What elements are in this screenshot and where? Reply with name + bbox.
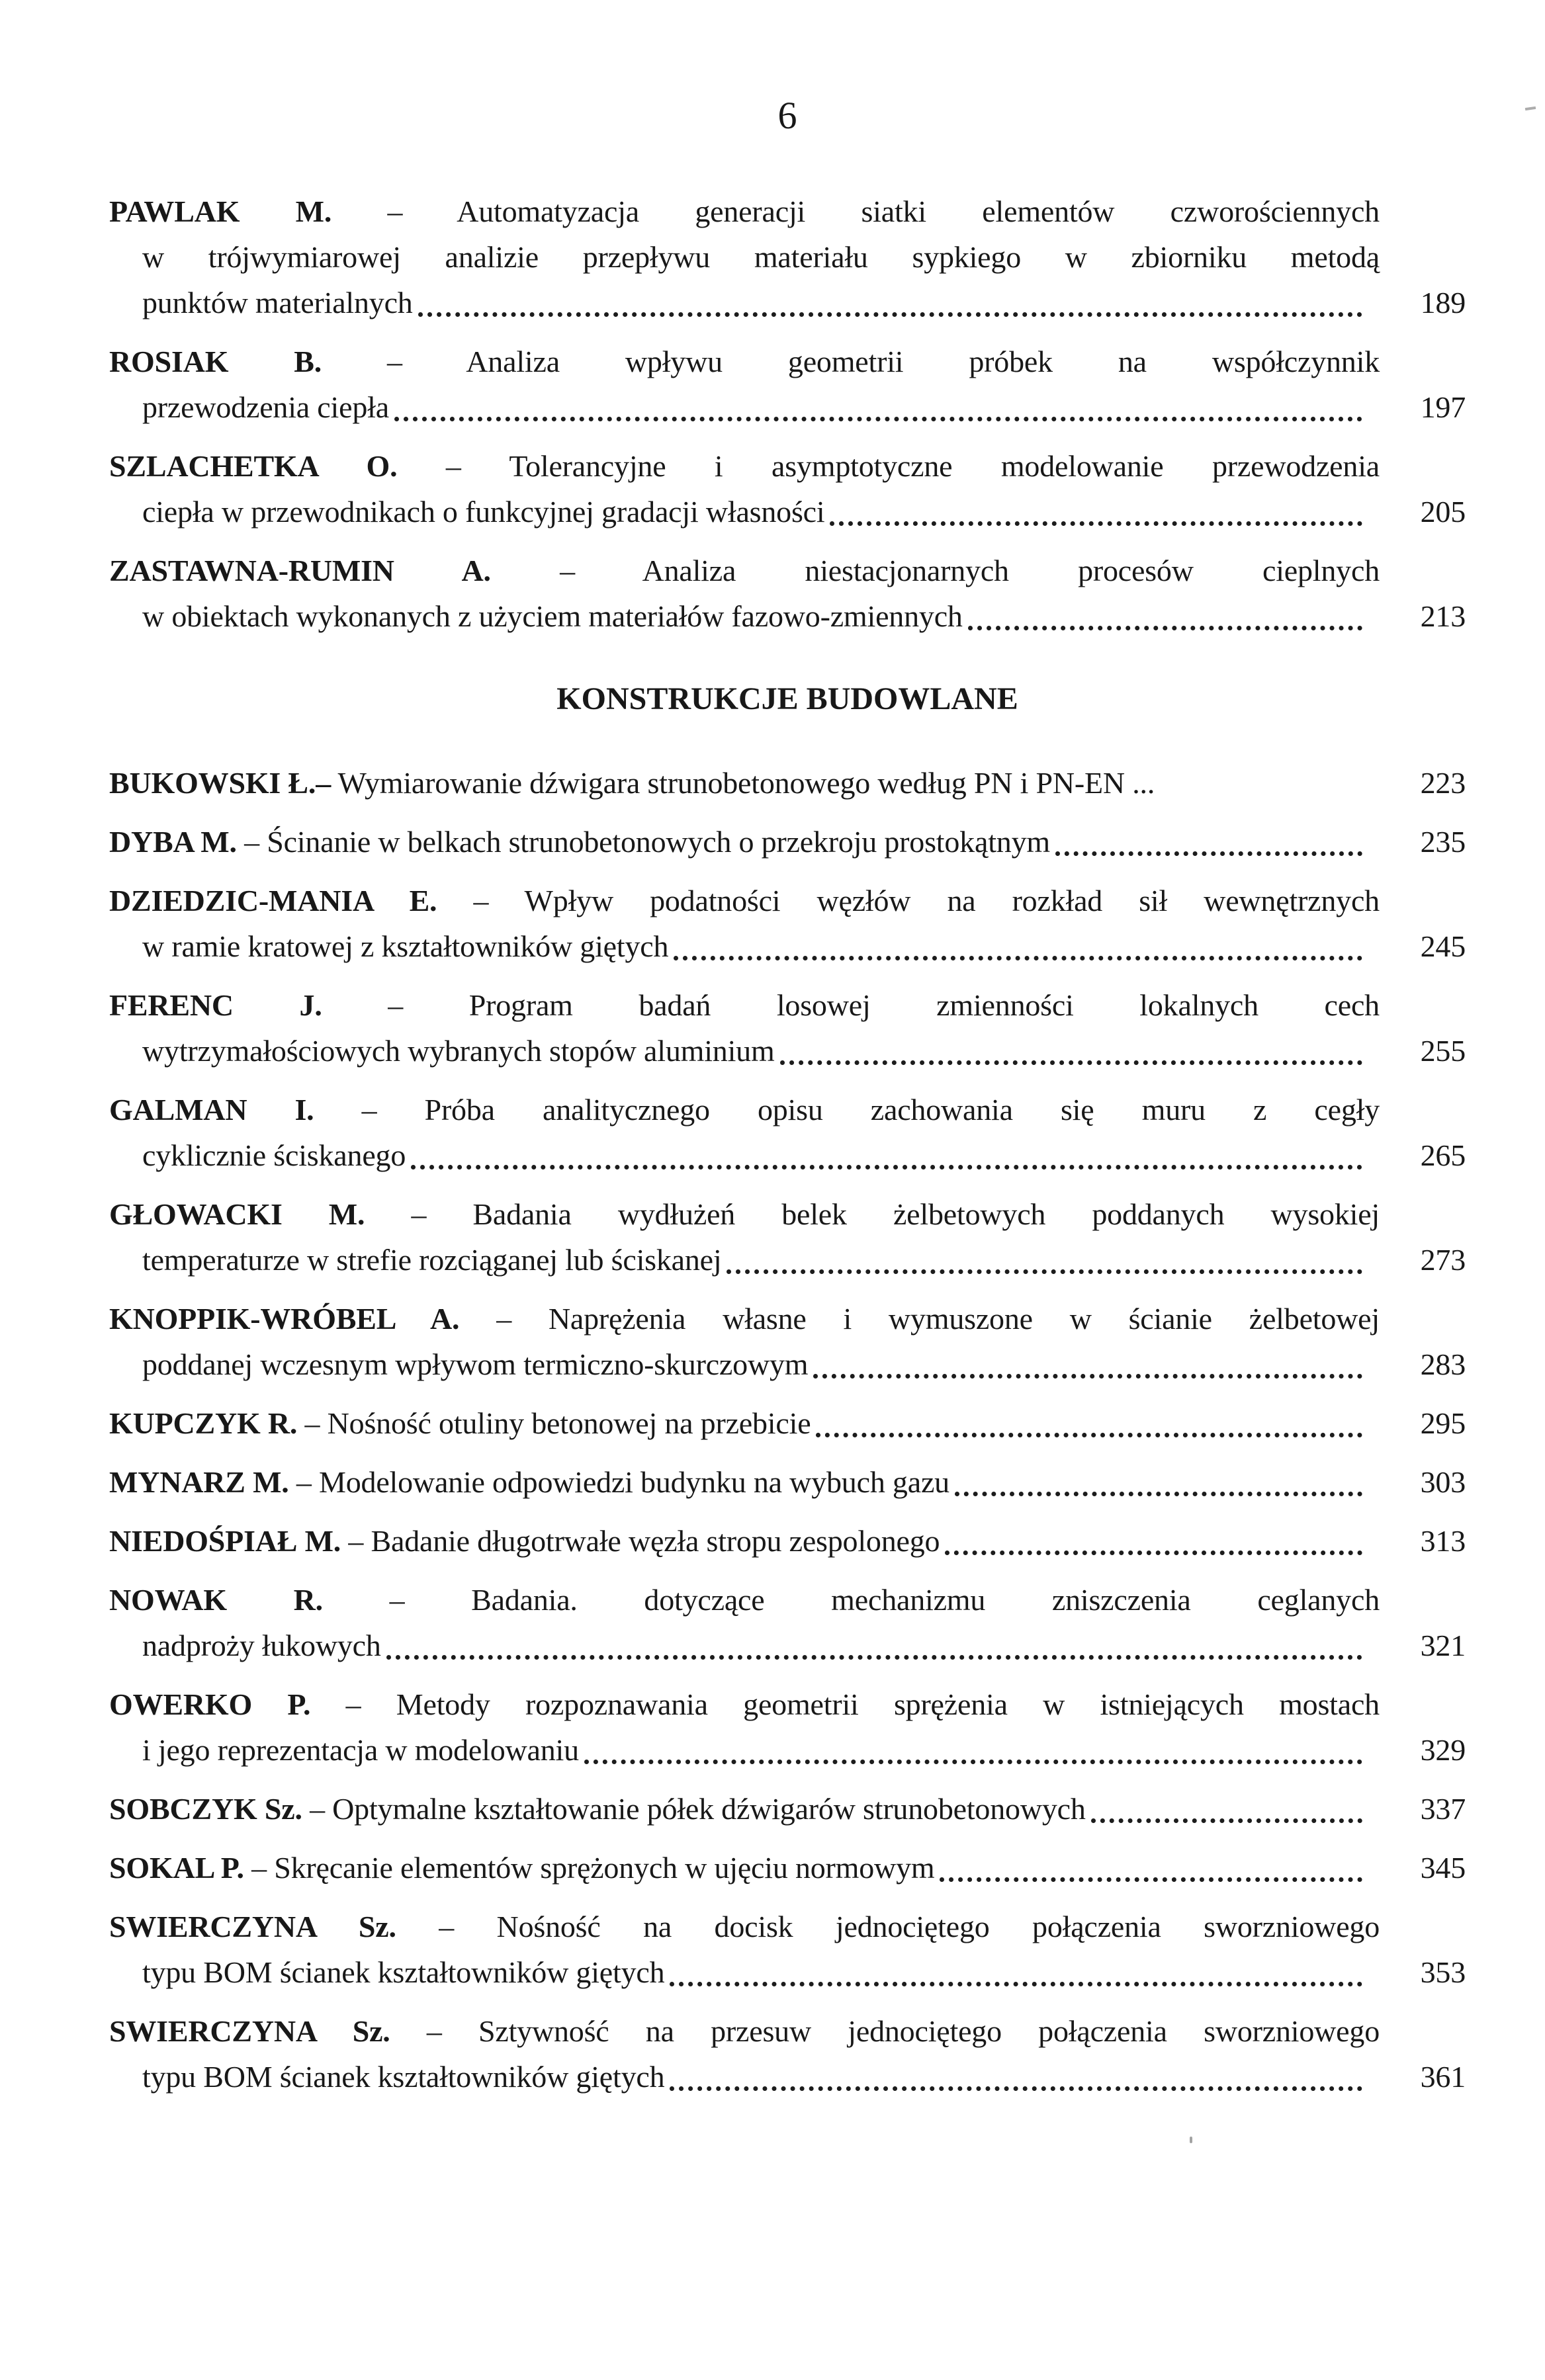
entry-title-text: – Ścinanie w belkach strunobetonowych o przekroju prostokątnym [244, 825, 1050, 859]
entry-title-text: – Optymalne kształtowanie półek dźwigarów strunobetonowych [310, 1792, 1086, 1826]
entry-first-line [109, 2008, 1380, 2054]
entry-leader-text: ciepła w przewodnikach o funkcyjnej gradacji własności [142, 495, 825, 529]
entry-title-text: – Analiza wpływu geometrii próbek na współczynnik [387, 345, 1380, 378]
entry-author: ROSIAK B. [109, 345, 322, 378]
entry-author: NIEDOŚPIAŁ M. [109, 1524, 341, 1558]
entry-first-line [109, 189, 1380, 234]
entry-page-number: 295 [1420, 1406, 1466, 1440]
entry-leader-text [109, 1459, 949, 1505]
entry-page-number: 321 [1420, 1629, 1466, 1662]
entry-page-number: 205 [1420, 495, 1466, 529]
entry-first-line [109, 982, 1380, 1028]
toc-entry [109, 339, 1466, 430]
entry-page-number: 213 [1420, 599, 1466, 633]
entry-title-text: – Nośność otuliny betonowej na przebicie [304, 1406, 811, 1440]
toc-content [109, 93, 1466, 2113]
dotted-leader [579, 1727, 1380, 1773]
entry-page-number: 255 [1420, 1034, 1466, 1068]
entry-leader-text: w ramie kratowej z kształtowników giętych [142, 929, 669, 963]
dotted-leader [811, 1400, 1380, 1446]
entry-leader-line [142, 593, 1466, 639]
entry-page-number: 283 [1420, 1347, 1466, 1381]
entry-leader-text: i jego reprezentacja w modelowaniu [142, 1733, 579, 1767]
entry-first-line [109, 1296, 1380, 1341]
entry-leader-text: wytrzymałościowych wybranych stopów aluminium [142, 1034, 775, 1068]
dotted-leader [406, 1132, 1380, 1178]
toc-entry [109, 1087, 1466, 1178]
entry-title-text: – Automatyzacja generacji siatki elementów czworościennych [387, 194, 1380, 228]
dotted-leader [808, 1341, 1380, 1387]
toc-entry [109, 1518, 1466, 1564]
dotted-leader [664, 1949, 1380, 1995]
entry-page-number: 361 [1420, 2060, 1466, 2094]
entry-mid-line: w trójwymiarowej analizie przepływu materiału sypkiego w zbiorniku metodą [142, 240, 1380, 274]
dotted-leader [721, 1237, 1380, 1283]
entry-title-text: – Skręcanie elementów sprężonych w ujęciu normowym [251, 1851, 935, 1885]
entry-leader-line [142, 1949, 1466, 1995]
entry-leader-text: w obiektach wykonanych z użyciem materiałów fazowo-zmiennych [142, 599, 963, 633]
entry-leader-line [109, 1845, 1466, 1891]
entry-leader-text: poddanej wczesnym wpływom termiczno-skurczowym [142, 1347, 809, 1381]
entry-leader-text: cyklicznie ściskanego [142, 1138, 406, 1172]
entry-title-text: – Tolerancyjne i asymptotyczne modelowanie przewodzenia [445, 449, 1380, 483]
toc-entry [109, 1786, 1466, 1832]
entry-page-number: 337 [1420, 1792, 1466, 1826]
dotted-leader [381, 1623, 1380, 1668]
entry-title-text: – Sztywność na przesuw jednociętego połączenia sworzniowego [426, 2014, 1380, 2048]
entry-author: SZLACHETKA O. [109, 449, 398, 483]
entry-page-number: 223 [1420, 766, 1466, 800]
entry-page-number: 189 [1420, 286, 1466, 319]
entry-first-line [109, 1087, 1380, 1132]
dotted-leader [940, 1518, 1380, 1564]
entry-page-number: 313 [1420, 1524, 1466, 1558]
toc-entry [109, 189, 1466, 325]
toc-entry [109, 1459, 1466, 1505]
dotted-leader [934, 1845, 1380, 1891]
entry-title-text: – Wpływ podatności węzłów na rozkład sił wewnętrznych [473, 884, 1380, 917]
entry-leader-text: typu BOM ścianek kształtowników giętych [142, 1955, 665, 1989]
entry-title-text: Wymiarowanie dźwigara strunobetonowego według PN i PN-EN ... [337, 766, 1155, 800]
entry-leader-line [109, 1518, 1466, 1564]
toc-entry [109, 2008, 1466, 2100]
entry-leader-line [109, 1400, 1466, 1446]
entry-title-text: – Modelowanie odpowiedzi budynku na wybuch gazu [296, 1465, 949, 1499]
toc-entry [109, 1191, 1466, 1283]
entry-author: KUPCZYK R. [109, 1406, 298, 1440]
entry-leader-line [109, 1459, 1466, 1505]
entry-page-number: 273 [1420, 1243, 1466, 1277]
entry-title-text: – Analiza niestacjonarnych procesów cieplnych [560, 554, 1380, 587]
entry-author: OWERKO P. [109, 1687, 311, 1721]
entry-leader-text [109, 819, 1050, 865]
entry-page-number: 245 [1420, 929, 1466, 963]
entry-leader-line [109, 819, 1466, 865]
entry-author: GŁOWACKI M. [109, 1197, 365, 1231]
entry-leader-line [142, 489, 1466, 534]
page-number: 6 [777, 94, 797, 137]
scan-artifact [1525, 106, 1536, 110]
entry-author: MYNARZ M. [109, 1465, 289, 1499]
entry-leader-line [142, 1028, 1466, 1074]
entry-leader-line [109, 760, 1466, 806]
toc-entry [109, 819, 1466, 865]
entry-title-text: – Badanie długotrwałe węzła stropu zespolonego [348, 1524, 940, 1558]
toc-entry [109, 548, 1466, 639]
entry-leader-line [142, 2054, 1466, 2100]
entry-leader-text: przewodzenia ciepła [142, 390, 389, 424]
entry-leader-line [109, 1786, 1466, 1832]
dotted-leader [389, 384, 1380, 430]
entry-author: DZIEDZIC-MANIA E. [109, 884, 437, 917]
entry-author: BUKOWSKI Ł.– [109, 766, 331, 800]
entry-leader-line [142, 1237, 1466, 1283]
entry-author: SWIERCZYNA Sz. [109, 1910, 396, 1943]
dotted-leader [1050, 819, 1380, 865]
toc-entry [109, 760, 1466, 806]
entry-page-number: 197 [1420, 390, 1466, 424]
entry-author: FERENC J. [109, 988, 322, 1022]
toc-entry [109, 1296, 1466, 1387]
toc-entry [109, 1400, 1466, 1446]
entry-page-number: 265 [1420, 1138, 1466, 1172]
entry-leader-line [142, 1132, 1466, 1178]
entry-first-line [109, 878, 1380, 923]
entry-author: SOBCZYK Sz. [109, 1792, 302, 1826]
entry-first-line [109, 1577, 1380, 1623]
entry-author: KNOPPIK-WRÓBEL A. [109, 1302, 460, 1336]
dotted-leader [664, 2054, 1380, 2100]
entry-leader-text: punktów materialnych [142, 286, 413, 319]
entry-title-text: – Badania wydłużeń belek żelbetowych poddanych wysokiej [411, 1197, 1380, 1231]
toc-entry [109, 443, 1466, 534]
entry-first-line [109, 1191, 1380, 1237]
entry-author: PAWLAK M. [109, 194, 332, 228]
entry-title-text: – Badania. dotyczące mechanizmu zniszczenia ceglanych [389, 1583, 1380, 1617]
dotted-leader [949, 1459, 1380, 1505]
section-heading: KONSTRUKCJE BUDOWLANE [556, 681, 1018, 716]
entry-leader-line [142, 384, 1466, 430]
entry-leader-text [109, 760, 1155, 806]
entry-page-number: 329 [1420, 1733, 1466, 1767]
entry-leader-text [109, 1400, 811, 1446]
entry-author: NOWAK R. [109, 1583, 323, 1617]
entry-first-line [109, 339, 1380, 384]
entry-leader-text: temperaturze w strefie rozciąganej lub ściskanej [142, 1243, 722, 1277]
entry-leader-text: typu BOM ścianek kształtowników giętych [142, 2060, 665, 2094]
entry-page-number: 303 [1420, 1465, 1466, 1499]
entry-title-text: – Naprężenia własne i wymuszone w ścianie żelbetowej [496, 1302, 1380, 1336]
entry-leader-line [142, 1727, 1466, 1773]
scan-artifact [1190, 2137, 1192, 2143]
entry-title-text: – Program badań losowej zmienności lokalnych cech [388, 988, 1380, 1022]
dotted-leader [413, 280, 1380, 325]
entry-author: GALMAN I. [109, 1093, 314, 1126]
toc-entry [109, 1845, 1466, 1891]
entry-author: SOKAL P. [109, 1851, 244, 1885]
entry-author: ZASTAWNA-RUMIN A. [109, 554, 491, 587]
dotted-leader [1155, 760, 1380, 806]
entry-first-line [109, 548, 1380, 593]
toc-list [109, 189, 1466, 2100]
dotted-leader [775, 1028, 1380, 1074]
dotted-leader [824, 489, 1380, 534]
entry-leader-text: nadproży łukowych [142, 1629, 381, 1662]
entry-author: SWIERCZYNA Sz. [109, 2014, 390, 2048]
entry-first-line [109, 1904, 1380, 1949]
entry-leader-line [142, 280, 1466, 325]
entry-leader-text [109, 1786, 1086, 1832]
entry-page-number: 353 [1420, 1955, 1466, 1989]
toc-entry [109, 878, 1466, 969]
toc-entry [109, 1681, 1466, 1773]
entry-author: DYBA M. [109, 825, 237, 859]
entry-page-number: 345 [1420, 1851, 1466, 1885]
entry-first-line [109, 443, 1380, 489]
dotted-leader [668, 923, 1380, 969]
entry-title-text: – Nośność na docisk jednociętego połączenia sworzniowego [439, 1910, 1380, 1943]
dotted-leader [963, 593, 1380, 639]
entry-leader-text [109, 1518, 940, 1564]
entry-leader-text [109, 1845, 934, 1891]
entry-first-line [109, 1681, 1380, 1727]
toc-entry [109, 1577, 1466, 1668]
entry-page-number: 235 [1420, 825, 1466, 859]
entry-leader-line [142, 1341, 1466, 1387]
toc-entry [109, 1904, 1466, 1995]
entry-leader-line [142, 923, 1466, 969]
entry-leader-line [142, 1623, 1466, 1668]
toc-entry [109, 982, 1466, 1074]
entry-title-text: – Metody rozpoznawania geometrii sprężenia w istniejących mostach [345, 1687, 1380, 1721]
dotted-leader [1086, 1786, 1380, 1832]
entry-title-text: – Próba analitycznego opisu zachowania się muru z cegły [361, 1093, 1380, 1126]
